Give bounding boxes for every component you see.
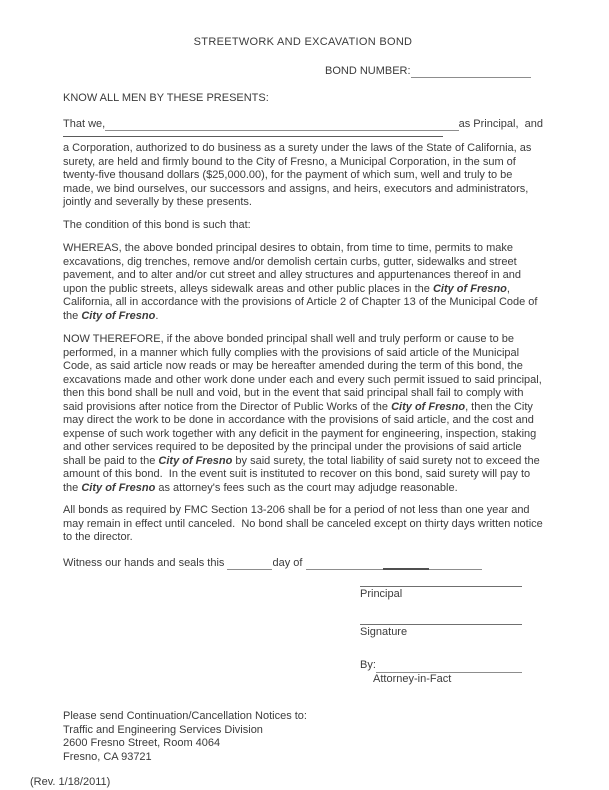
- notice-line: 2600 Fresno Street, Room 4064: [63, 737, 221, 749]
- principal-signature-line: [360, 586, 522, 587]
- by-row: [360, 659, 522, 673]
- principal-name-blank: [105, 130, 458, 131]
- salutation-line: KNOW ALL MEN BY THESE PRESENTS:: [63, 92, 269, 104]
- revision-note: (Rev. 1/18/2011): [30, 776, 111, 788]
- bond-number-row: [63, 65, 543, 79]
- paragraph-whereas: WHEREAS, the above bonded principal desires to obtain, from time to time, permits to make excavations, dig trenches, remove and/or demolish certain curbs, gutter, sidewalks and street pavement, and to alter and/or cut street and alley structures and appurtenances thereof in and upon the public streets, alleys sidewalk areas and other public places in the City of Fresno, California, all in accordance with the provisions of Article 2 of Chapter 13 of the Municipal Code of the City of Fresno.: [63, 242, 541, 322]
- paragraph-condition: The condition of this bond is such that:: [63, 218, 251, 231]
- signature-block: [360, 586, 522, 686]
- attorney-signature-blank: [376, 672, 522, 673]
- bond-number-blank: [411, 77, 531, 78]
- signature-line: [360, 624, 522, 625]
- surety-name-blank: [63, 131, 443, 137]
- document-title: STREETWORK AND EXCAVATION BOND: [193, 36, 413, 48]
- witness-row: [63, 557, 543, 571]
- paragraph-all-bonds: All bonds as required by FMC Section 13-206 shall be for a period of not less than one year and may remain in effect until canceled. No bond shall be canceled except on thirty days written notice to the director.: [63, 504, 546, 543]
- month-blank: [306, 569, 482, 570]
- that-we-row: [63, 118, 543, 132]
- paragraph-now-therefore: NOW THEREFORE, if the above bonded principal shall well and truly perform or cause to be performed, in a manner which fully complies with the provisions of said article of the Municipal Code, as said article now reads or may be hereafter amended during the term of this bond, the excavations made and other work done under each and every such permit issued to said principal, then this bond shall be null and void, but in the event that said principal shall fail to comply with said provisions after notice from the Director of Public Works of the City of Fresno, then the City may direct the work to be done in accordance with the provisions of said article, and the cost and expense of such work together with any deficit in the payment for engineering, inspection, staking and other services required to be deposited by the principal under the provisions of said article shall be paid to the City of Fresno by said surety, the total liability of said surety not to exceed the amount of this bond. In the event suit is instituted to recover on this bond, said surety will pay to the City of Fresno as attorney's fees such as the court may adjudge reasonable.: [63, 333, 545, 494]
- day-of-label: day of: [272, 556, 303, 569]
- paragraph-corporation: a Corporation, authorized to do business as a surety under the laws of the State of California, as surety, are held and firmly bound to the City of Fresno, a Municipal Corporation, in the sum of twenty-five thousand dollars ($25,000.00), for the payment of which sum, well and truly to be made, we bind ourselves, our successors and assigns, and heirs, executors and administrators, jointly and severally by these presents.: [63, 142, 535, 208]
- notice-line: Fresno, CA 93721: [63, 750, 152, 763]
- notice-address-block: [63, 710, 543, 764]
- by-label: By:: [360, 659, 376, 671]
- witness-prefix: Witness our hands and seals this: [63, 556, 225, 569]
- principal-label: Principal: [360, 588, 403, 600]
- witness-spacer: [224, 557, 227, 571]
- witness-spacer2: [302, 557, 305, 571]
- notice-line: Traffic and Engineering Services Division: [63, 723, 263, 736]
- as-principal-suffix: as Principal, and: [458, 117, 543, 130]
- signature-label: Signature: [360, 625, 408, 638]
- day-blank: [227, 569, 272, 570]
- notice-line: Please send Continuation/Cancellation Notices to:: [63, 710, 307, 722]
- bond-number-label: BOND NUMBER:: [325, 64, 411, 77]
- that-we-prefix: That we,: [63, 117, 106, 130]
- month-blank-overlap: [383, 568, 429, 570]
- attorney-in-fact-label: Attorney-in-Fact: [373, 672, 452, 685]
